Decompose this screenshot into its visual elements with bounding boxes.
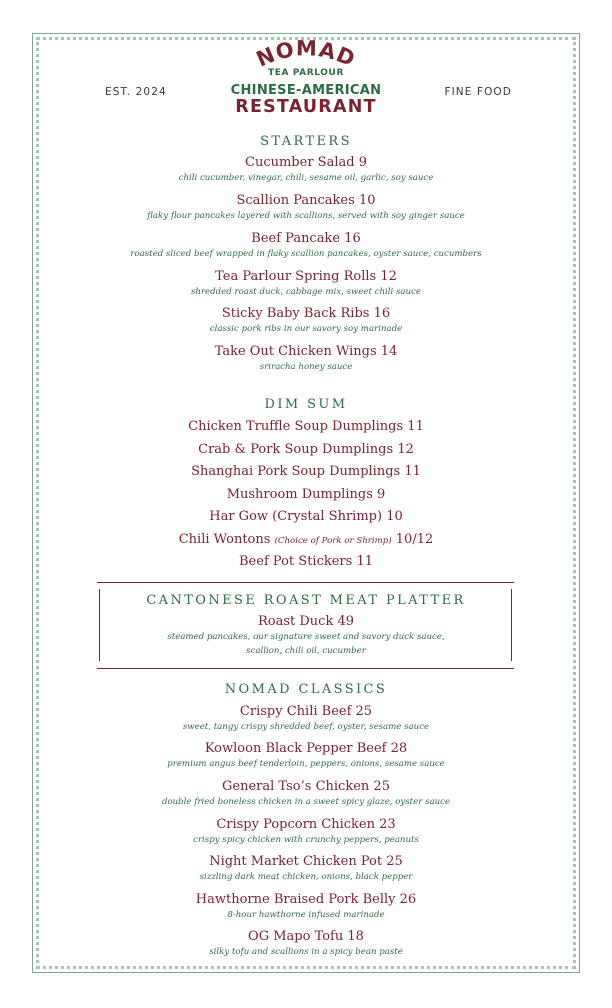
menu-item	[0, 155, 612, 184]
item-price: 11	[356, 554, 373, 569]
item-name: Beef Pancake	[251, 231, 341, 246]
item-description: sizzling dark meat chicken, onions, black pepper	[199, 872, 413, 882]
menu-item	[0, 442, 612, 458]
section-title-platter: CANTONESE ROAST MEAT PLATTER	[146, 593, 466, 608]
item-name: Chicken Truffle Soup Dumplings	[188, 419, 404, 434]
item-price: 9	[377, 487, 386, 502]
menu-item	[0, 269, 612, 298]
item-name: Take Out Chicken Wings	[214, 344, 377, 359]
item-price: 49	[337, 614, 355, 629]
menu-item	[0, 419, 612, 435]
item-description: shredded roast duck, cabbage mix, sweet chili sauce	[191, 287, 421, 297]
menu-item	[0, 532, 612, 549]
item-description: steamed pancakes, our signature sweet and savory duck sauce,	[167, 632, 445, 642]
menu-item	[0, 231, 612, 260]
item-price: 10	[386, 509, 403, 524]
tea-parlour-label: TEA PARLOUR	[268, 68, 344, 78]
item-price: 10	[358, 193, 376, 208]
divider-top	[97, 582, 514, 583]
item-price: 26	[399, 892, 417, 907]
menu-item	[0, 741, 612, 770]
item-name: Cucumber Salad	[245, 155, 355, 170]
item-description: crispy spicy chicken with crunchy peppers, peanuts	[193, 835, 419, 845]
item-name: Sticky Baby Back Ribs	[221, 306, 370, 321]
item-price: 14	[380, 344, 398, 359]
item-price: 12	[380, 269, 397, 284]
menu-item	[0, 487, 612, 503]
item-price: 25	[373, 779, 390, 794]
item-description: sriracha honey sauce	[259, 362, 353, 372]
item-price: 25	[386, 854, 403, 869]
item-name: Chili Wontons	[178, 532, 271, 547]
menu-item	[0, 306, 612, 335]
item-price: 18	[347, 929, 364, 944]
item-description: double fried boneless chicken in a sweet spicy glaze, oyster sauce	[161, 797, 451, 807]
logo-text: NOMAD	[252, 38, 360, 72]
item-name: OG Mapo Tofu	[248, 929, 344, 944]
menu-item	[0, 554, 612, 570]
cuisine-label: CHINESE-AMERICAN	[230, 83, 382, 98]
fine-food-label: FINE FOOD	[444, 86, 512, 98]
item-price: 11	[407, 419, 424, 434]
item-name: Beef Pot Stickers	[239, 554, 353, 569]
section-title-classics: NOMAD CLASSICS	[224, 682, 388, 697]
item-price: 16	[344, 231, 361, 246]
item-price: 28	[390, 741, 408, 756]
item-description: classic pork ribs in our savory soy marinade	[209, 324, 403, 334]
item-description: roasted sliced beef wrapped in flaky scallion pancakes, oyster sauce, cucumbers	[130, 249, 482, 259]
item-price: 12	[397, 442, 414, 457]
item-price: 9	[358, 155, 367, 170]
item-name: Roast Duck	[257, 614, 334, 629]
menu-item	[0, 344, 612, 373]
item-price: 23	[379, 817, 396, 832]
item-name: General Tso’s Chicken	[222, 779, 370, 794]
item-name: Shanghai Pork Soup Dumplings	[191, 464, 401, 479]
item-name: Crab & Pork Soup Dumplings	[198, 442, 394, 457]
item-description: 8-hour hawthorne infused marinade	[227, 910, 385, 920]
item-description: flaky flour pancakes layered with scallions, served with soy ginger sauce	[147, 211, 465, 221]
section-title-dim-sum: DIM SUM	[264, 397, 348, 412]
item-name: Kowloon Black Pepper Beef	[204, 741, 387, 756]
menu-item	[0, 817, 612, 846]
menu-item	[0, 193, 612, 222]
menu-item	[0, 779, 612, 808]
menu-item	[0, 509, 612, 525]
item-name: Scallion Pancakes	[236, 193, 355, 208]
item-price: 10/12	[395, 532, 434, 547]
item-description: silky tofu and scallions in a spicy bean paste	[209, 947, 403, 957]
item-note: (Choice of Pork or Shrimp)	[274, 536, 392, 546]
item-name: Crispy Popcorn Chicken	[216, 817, 375, 832]
item-description: premium angus beef tenderloin, peppers, onions, sesame sauce	[167, 759, 445, 769]
menu-item	[0, 464, 612, 480]
item-name: Tea Parlour Spring Rolls	[215, 269, 377, 284]
menu-item	[0, 892, 612, 921]
nomad-logo	[246, 38, 366, 72]
item-price: 11	[404, 464, 421, 479]
section-title-starters: STARTERS	[260, 134, 352, 149]
menu-item	[0, 854, 612, 883]
est-label: EST. 2024	[105, 86, 167, 98]
item-description: sweet, tangy crispy shredded beef, oyster, sesame sauce	[182, 722, 430, 732]
item-name: Crispy Chili Beef	[239, 704, 352, 719]
menu-item	[0, 929, 612, 958]
svg-text:NOMAD	[253, 38, 359, 72]
item-name: Night Market Chicken Pot	[209, 854, 383, 869]
restaurant-label: RESTAURANT	[235, 97, 377, 117]
item-name: Mushroom Dumplings	[226, 487, 373, 502]
menu-item	[0, 614, 612, 657]
menu-item	[0, 704, 612, 733]
item-description: chili cucumber, vinegar, chili, sesame oil, garlic, soy sauce	[178, 173, 434, 183]
item-description: scallion, chili oil, cucumber	[246, 646, 366, 656]
item-name: Har Gow (Crystal Shrimp)	[209, 509, 383, 524]
item-price: 16	[373, 306, 391, 321]
item-name: Hawthorne Braised Pork Belly	[195, 892, 396, 907]
divider-bottom	[97, 668, 514, 669]
item-price: 25	[355, 704, 373, 719]
